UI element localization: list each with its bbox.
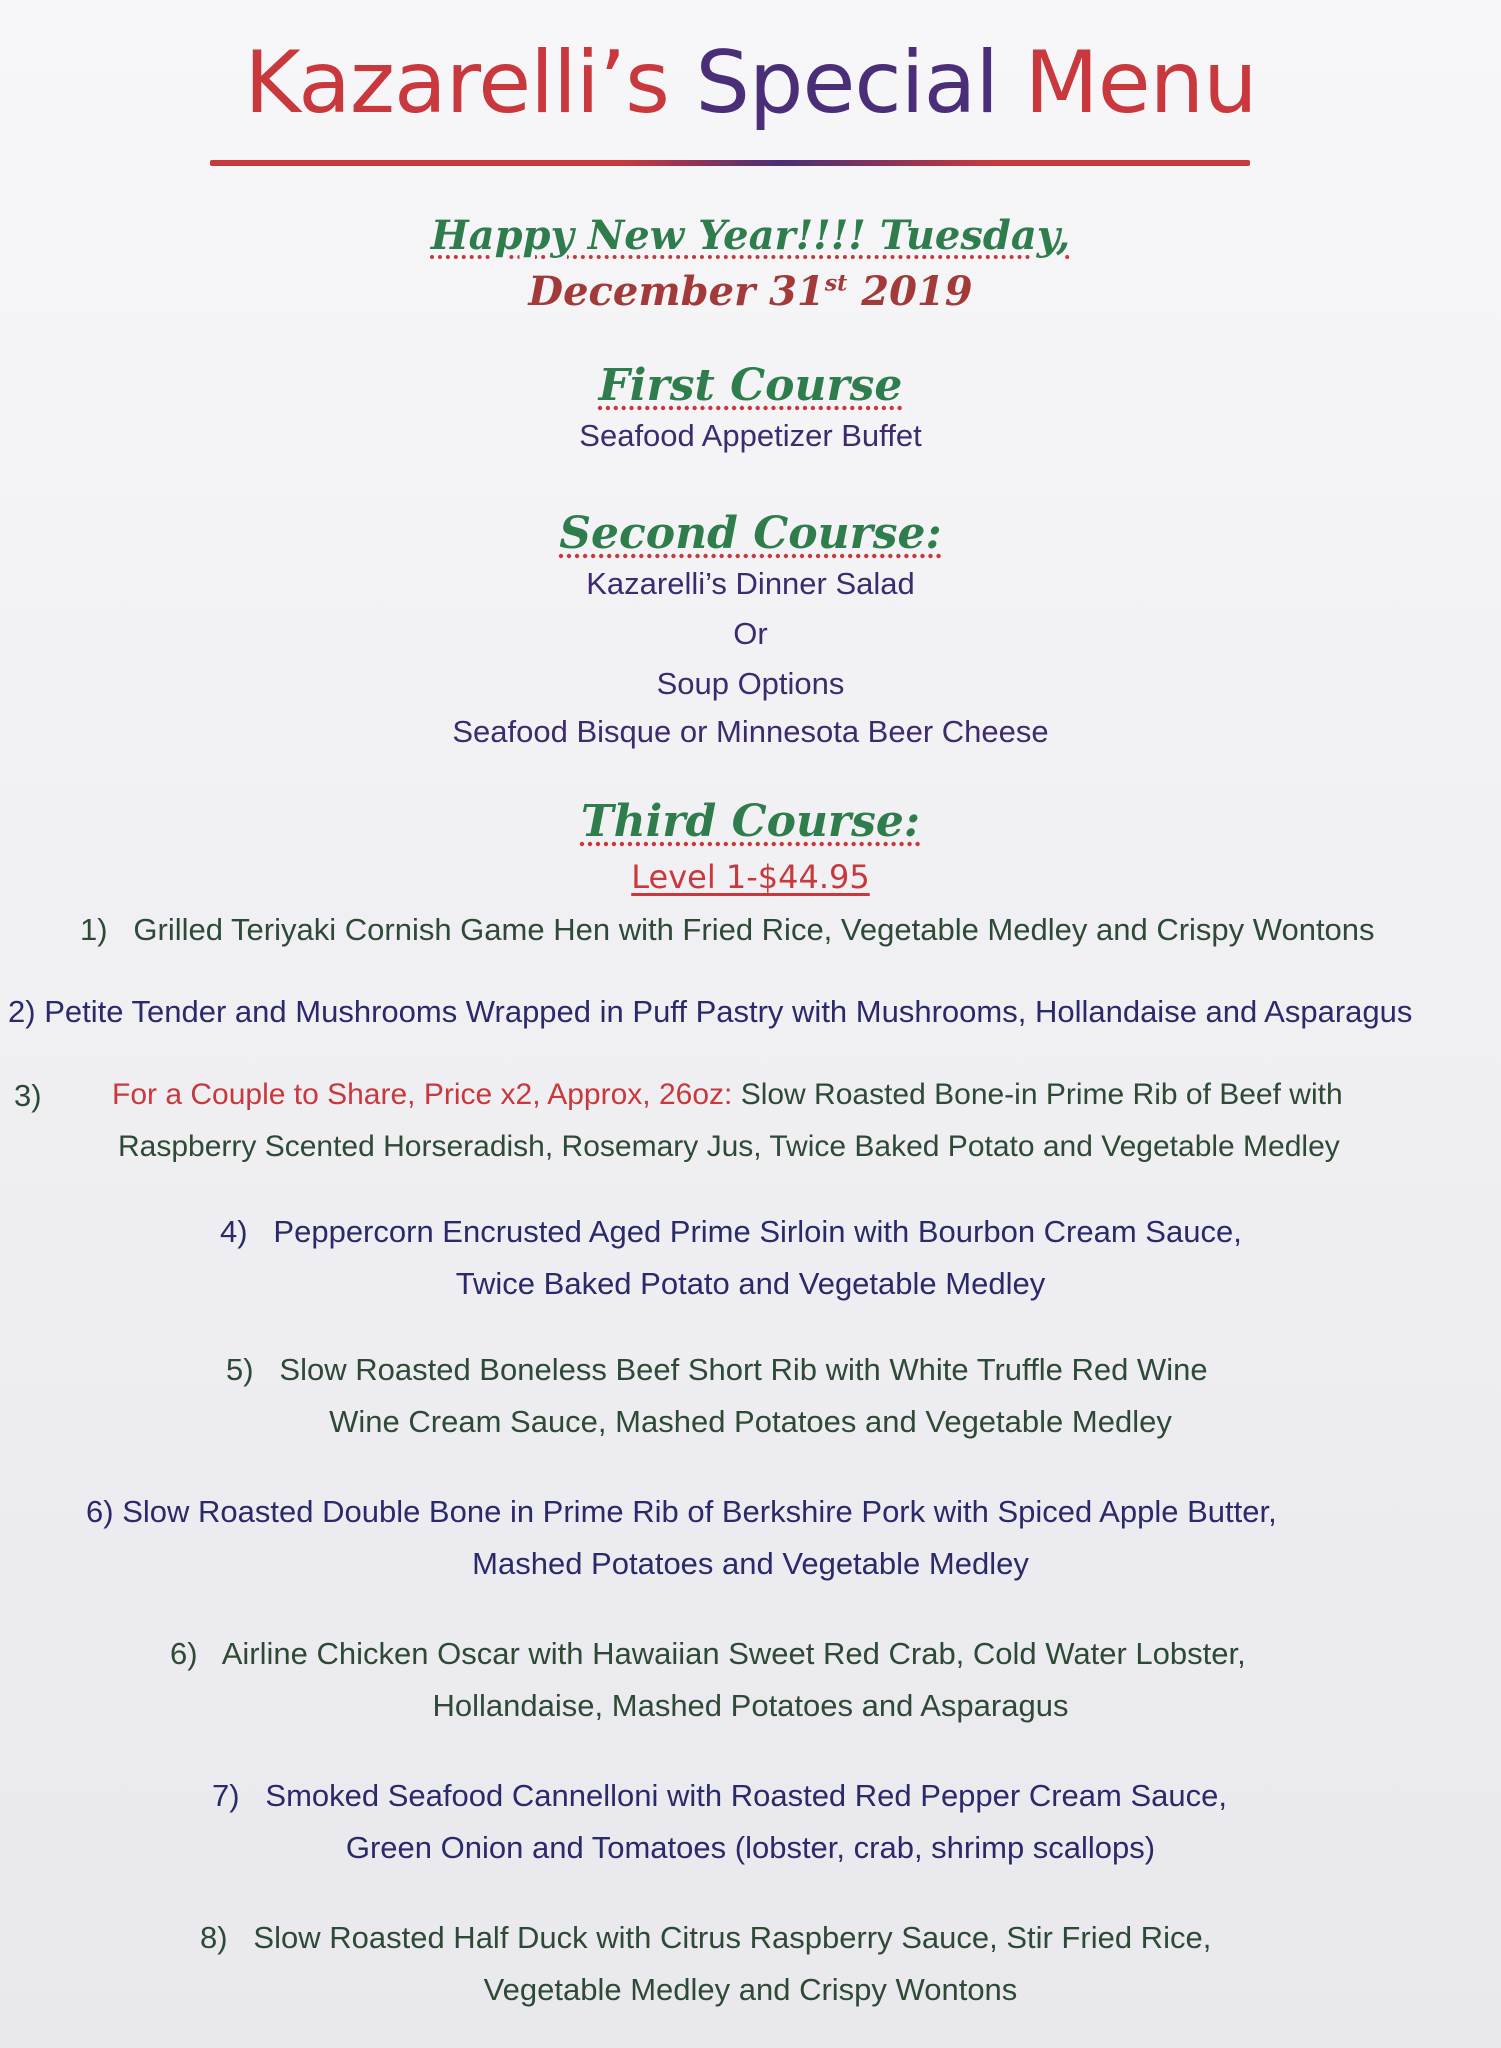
item-text: Slow Roasted Half Duck with Citrus Raspberry Sauce, Stir Fried Rice, xyxy=(253,1920,1212,1955)
second-course-line-1: Kazarelli’s Dinner Salad xyxy=(586,566,915,601)
menu-item-6a-line-2: Mashed Potatoes and Vegetable Medley xyxy=(472,1546,1029,1581)
menu-item-8 xyxy=(200,1920,1211,1956)
item-text: Smoked Seafood Cannelloni with Roasted Red Pepper Cream Sauce, xyxy=(265,1778,1227,1813)
menu-title xyxy=(0,33,1501,133)
menu-item-5-line-2: Wine Cream Sauce, Mashed Potatoes and Vegetable Medley xyxy=(329,1404,1172,1439)
second-course-line-3: Soup Options xyxy=(656,666,845,701)
menu-item-4-line-2: Twice Baked Potato and Vegetable Medley xyxy=(455,1266,1046,1301)
item-text: Airline Chicken Oscar with Hawaiian Sweet Red Crab, Cold Water Lobster, xyxy=(221,1636,1246,1671)
item-text: Slow Roasted Bone-in Prime Rib of Beef with xyxy=(740,1078,1343,1111)
date-suffix: st xyxy=(824,270,848,297)
price-level: Level 1-$44.95 xyxy=(631,858,870,896)
item-number: 5) xyxy=(226,1352,254,1387)
menu-item-2 xyxy=(8,994,1412,1030)
event-date xyxy=(0,268,1501,315)
greeting-text: Happy New Year!!!! Tuesday, xyxy=(430,212,1071,259)
item-text: Petite Tender and Mushrooms Wrapped in Puff Pastry with Mushrooms, Hollandaise and Asparagus xyxy=(44,994,1413,1029)
third-course-heading-text: Third Course: xyxy=(580,796,921,847)
greeting xyxy=(0,212,1501,259)
item-number: 8) xyxy=(200,1920,228,1955)
item-text: Slow Roasted Double Bone in Prime Rib of Berkshire Pork with Spiced Apple Butter, xyxy=(122,1494,1277,1529)
menu-item-7 xyxy=(212,1778,1227,1814)
first-course-heading xyxy=(0,360,1501,411)
menu-item-3 xyxy=(112,1078,1343,1112)
menu-item-8-line-2: Vegetable Medley and Crispy Wontons xyxy=(483,1972,1018,2007)
item-number: 1) xyxy=(80,912,108,947)
item-number: 4) xyxy=(220,1214,248,1249)
item-text: Peppercorn Encrusted Aged Prime Sirloin with Bourbon Cream Sauce, xyxy=(273,1214,1242,1249)
menu-item-7-line-2: Green Onion and Tomatoes (lobster, crab, shrimp scallops) xyxy=(345,1830,1156,1865)
item-number: 7) xyxy=(212,1778,240,1813)
menu-item-3-number: 3) xyxy=(14,1078,42,1113)
first-course-heading-text: First Course xyxy=(598,360,903,411)
date-month-day: December 31 xyxy=(528,268,825,315)
menu-item-6b-line-2: Hollandaise, Mashed Potatoes and Asparagus xyxy=(432,1688,1069,1723)
menu-item-5 xyxy=(226,1352,1208,1388)
menu-item-4 xyxy=(220,1214,1242,1250)
item-text: Grilled Teriyaki Cornish Game Hen with Fried Rice, Vegetable Medley and Crispy Wontons xyxy=(133,912,1375,947)
second-course-heading xyxy=(0,508,1501,559)
second-course-heading-text: Second Course: xyxy=(559,508,942,559)
second-course-line-4: Seafood Bisque or Minnesota Beer Cheese xyxy=(452,714,1049,749)
title-word-2: Special xyxy=(695,33,999,133)
menu-item-1 xyxy=(80,912,1375,948)
item-number: 6) xyxy=(86,1494,114,1529)
item-number: 6) xyxy=(170,1636,198,1671)
title-underline xyxy=(210,160,1250,166)
first-course-line: Seafood Appetizer Buffet xyxy=(579,418,922,453)
item-number: 2) xyxy=(8,994,36,1029)
item-note: For a Couple to Share, Price x2, Approx, 26oz: xyxy=(112,1078,733,1111)
date-year: 2019 xyxy=(861,268,973,315)
menu-item-6a xyxy=(86,1494,1277,1530)
second-course-line-2: Or xyxy=(733,616,768,651)
title-word-3: Menu xyxy=(1024,33,1257,133)
third-course-heading xyxy=(0,796,1501,847)
title-word-1: Kazarelli’s xyxy=(244,33,669,133)
menu-item-6b xyxy=(170,1636,1246,1672)
menu-item-3-line-2: Raspberry Scented Horseradish, Rosemary Jus, Twice Baked Potato and Vegetable Medley xyxy=(118,1130,1340,1163)
item-text: Slow Roasted Boneless Beef Short Rib with White Truffle Red Wine xyxy=(279,1352,1208,1387)
